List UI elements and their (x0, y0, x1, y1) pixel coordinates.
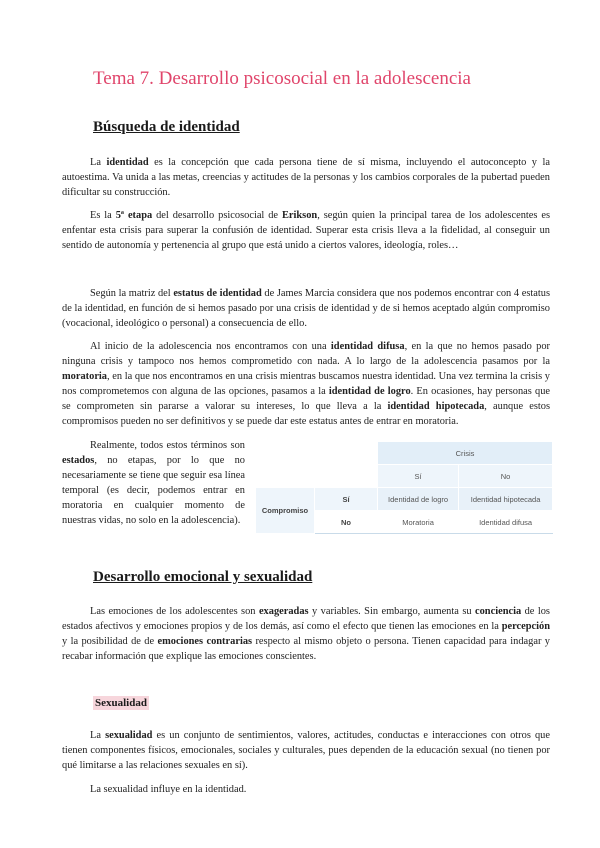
page-title: Tema 7. Desarrollo psicosocial en la adolescencia (93, 68, 471, 89)
table-col-si: Sí (378, 465, 459, 488)
paragraph-estatus: Al inicio de la adolescencia nos encontramos con una identidad difusa, en la que no hemos pasado por ninguna crisis y tampoco nos hemos comprometido con nada. A lo largo de la adolescencia pasamos por la moratoria, en la que nos encontramos en una crisis mientras buscamos nuestra identidad. Una vez termina la crisis y nos comprometemos con alguna de las opciones, pasamos a la identidad de logro. En ocasiones, hay personas que se comprometen sin pararse a valorar su intereses, lo que lleva a la identidad hipotecada, aunque estos compromisos pueden no ser definitivos y se puede dar este estatus antes de entrar en moratoria. (62, 341, 550, 427)
heading-desarrollo-emocional: Desarrollo emocional y sexualidad (93, 569, 313, 585)
subheading-sexualidad: Sexualidad (95, 697, 147, 709)
table-corner (256, 465, 315, 488)
table-header-crisis: Crisis (378, 442, 553, 465)
paragraph-marcia: Según la matriz del estatus de identidad de James Marcia considera que nos podemos encontrar con 4 estatus de la identidad, en función de si hemos pasado por una crisis de identidad y de si hemos aceptado algún compromiso (vocacional, ideológico o personal) a consecuencia de ello. (62, 288, 551, 329)
identity-status-table (255, 441, 553, 534)
table-col-no: No (459, 465, 553, 488)
table-cell-hipotecada: Identidad hipotecada (459, 488, 553, 511)
table-corner (315, 465, 378, 488)
paragraph-erikson: Es la 5ª etapa del desarrollo psicosocial de Erikson, según quien la principal tarea de los adolescentes es enfentar esta crisis para superar la confusión de identidad. Superar esta crisis lleva a la fidelidad, al conseguir un sentido de autonomía y pertenencia al grupo que está unido a ciertos valores, ideología, roles… (62, 210, 550, 251)
table-cell-moratoria: Moratoria (378, 511, 459, 534)
paragraph-identidad-sexualidad: La sexualidad influye en la identidad. (90, 784, 247, 795)
table-corner (256, 442, 315, 465)
table-row-si: Sí (315, 488, 378, 511)
paragraph-emociones: Las emociones de los adolescentes son exageradas y variables. Sin embargo, aumenta su conciencia de los estados afectivos y emociones propios y de los demás, así como el efecto que tienen las emociones en la percepción y la posibilidad de de emociones contrarias respecto al mismo objeto o persona. Tienen capacidad para indagar y recabar información que explique las emociones conscientes. (62, 606, 551, 662)
table-cell-logro: Identidad de logro (378, 488, 459, 511)
table-corner (315, 442, 378, 465)
paragraph-sexualidad: La sexualidad es un conjunto de sentimientos, valores, actitudes, conductas e interacciones con otros que tienen componentes físicos, emocionales, sociales y culturales, pues dependen de la educación sexual (no tienen por qué limitarse a las relaciones sexuales en sí). (62, 730, 550, 771)
paragraph-estados: Realmente, todos estos términos son estados, no etapas, por lo que no necesariamente se tiene que seguir esa línea temporal (es decir, podemos entrar en moratoria en cualquier momento de nuestras vidas, no solo en la adolescencia). (62, 440, 245, 526)
heading-busqueda-identidad: Búsqueda de identidad (93, 119, 240, 135)
paragraph-identidad: La identidad es la concepción que cada persona tiene de sí misma, incluyendo el autoconcepto y la autoestima. Va unida a las metas, creencias y actitudes de la personas y los cambios corporales de la pubertad pueden dificultar su construcción. (62, 157, 550, 198)
table-cell-difusa: Identidad difusa (459, 511, 553, 534)
table-row-no: No (315, 511, 378, 534)
table-row-label-compromiso: Compromiso (256, 488, 315, 534)
